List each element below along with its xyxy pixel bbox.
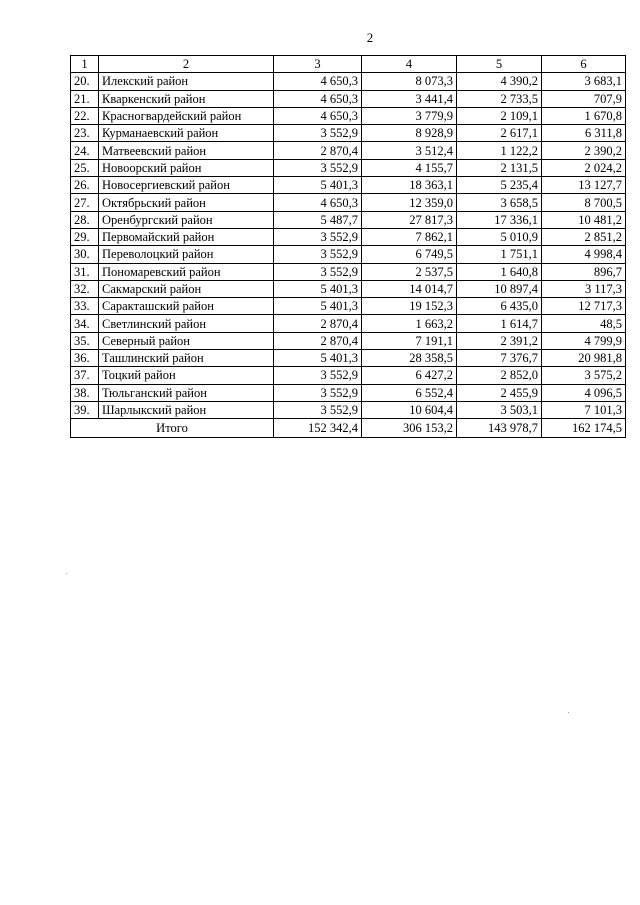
value-col-3: 3 552,9: [274, 228, 362, 245]
value-col-6: 20 981,8: [542, 350, 626, 367]
value-col-5: 7 376,7: [457, 350, 542, 367]
table-row: [71, 350, 626, 367]
table-row: [71, 280, 626, 297]
district-name: Октябрьский район: [99, 194, 274, 211]
table-row: [71, 298, 626, 315]
value-col-3: 2 870,4: [274, 315, 362, 332]
table-body: [71, 73, 626, 419]
total-col-3: 152 342,4: [274, 419, 362, 438]
table-row: [71, 367, 626, 384]
row-index: 37.: [71, 367, 99, 384]
value-col-5: 6 435,0: [457, 298, 542, 315]
row-index: 21.: [71, 90, 99, 107]
row-index: 32.: [71, 280, 99, 297]
row-index: 22.: [71, 107, 99, 124]
district-name: Тюльганский район: [99, 384, 274, 401]
district-name: Сакмарский район: [99, 280, 274, 297]
district-name: Красногвардейский район: [99, 107, 274, 124]
value-col-4: 3 441,4: [362, 90, 457, 107]
value-col-6: 3 117,3: [542, 280, 626, 297]
value-col-5: 2 852,0: [457, 367, 542, 384]
value-col-6: 13 127,7: [542, 177, 626, 194]
value-col-5: 3 658,5: [457, 194, 542, 211]
value-col-3: 4 650,3: [274, 194, 362, 211]
value-col-5: 3 503,1: [457, 401, 542, 418]
value-col-4: 6 427,2: [362, 367, 457, 384]
value-col-5: 1 640,8: [457, 263, 542, 280]
page-number: 2: [366, 30, 374, 45]
total-col-6: 162 174,5: [542, 419, 626, 438]
value-col-4: 18 363,1: [362, 177, 457, 194]
value-col-4: 12 359,0: [362, 194, 457, 211]
value-col-4: 27 817,3: [362, 211, 457, 228]
district-name: Переволоцкий район: [99, 246, 274, 263]
value-col-6: 4 799,9: [542, 332, 626, 349]
value-col-3: 4 650,3: [274, 90, 362, 107]
row-index: 20.: [71, 73, 99, 90]
row-index: 30.: [71, 246, 99, 263]
value-col-4: 28 358,5: [362, 350, 457, 367]
district-name: Илекский район: [99, 73, 274, 90]
value-col-4: 3 512,4: [362, 142, 457, 159]
district-name: Первомайский район: [99, 228, 274, 245]
value-col-4: 3 779,9: [362, 107, 457, 124]
value-col-4: 1 663,2: [362, 315, 457, 332]
table-row: [71, 90, 626, 107]
table-row: [71, 263, 626, 280]
value-col-5: 1 122,2: [457, 142, 542, 159]
district-name: Светлинский район: [99, 315, 274, 332]
row-index: 31.: [71, 263, 99, 280]
district-name: Тоцкий район: [99, 367, 274, 384]
value-col-3: 3 552,9: [274, 125, 362, 142]
value-col-5: 1 614,7: [457, 315, 542, 332]
value-col-4: 14 014,7: [362, 280, 457, 297]
table-row: [71, 384, 626, 401]
value-col-6: 10 481,2: [542, 211, 626, 228]
value-col-4: 19 152,3: [362, 298, 457, 315]
value-col-5: 5 235,4: [457, 177, 542, 194]
value-col-4: 8 928,9: [362, 125, 457, 142]
row-index: 28.: [71, 211, 99, 228]
value-col-3: 5 401,3: [274, 298, 362, 315]
district-name: Кваркенский район: [99, 90, 274, 107]
value-col-6: 896,7: [542, 263, 626, 280]
district-name: Оренбургский район: [99, 211, 274, 228]
value-col-5: 5 010,9: [457, 228, 542, 245]
row-index: 26.: [71, 177, 99, 194]
value-col-4: 7 191,1: [362, 332, 457, 349]
value-col-5: 2 733,5: [457, 90, 542, 107]
scan-speck: [66, 573, 67, 574]
row-index: 34.: [71, 315, 99, 332]
value-col-3: 5 401,3: [274, 350, 362, 367]
value-col-5: 10 897,4: [457, 280, 542, 297]
value-col-3: 2 870,4: [274, 142, 362, 159]
value-col-4: 7 862,1: [362, 228, 457, 245]
row-index: 38.: [71, 384, 99, 401]
value-col-6: 48,5: [542, 315, 626, 332]
row-index: 25.: [71, 159, 99, 176]
value-col-6: 3 575,2: [542, 367, 626, 384]
value-col-6: 4 998,4: [542, 246, 626, 263]
row-index: 23.: [71, 125, 99, 142]
table-row: [71, 194, 626, 211]
value-col-6: 2 851,2: [542, 228, 626, 245]
district-name: Саракташский район: [99, 298, 274, 315]
value-col-5: 2 617,1: [457, 125, 542, 142]
table-row: [71, 228, 626, 245]
district-name: Шарлыкский район: [99, 401, 274, 418]
value-col-6: 2 390,2: [542, 142, 626, 159]
row-index: 39.: [71, 401, 99, 418]
value-col-4: 6 749,5: [362, 246, 457, 263]
table-row: [71, 159, 626, 176]
value-col-3: 3 552,9: [274, 367, 362, 384]
table-row: [71, 332, 626, 349]
district-name: Пономаревский район: [99, 263, 274, 280]
table-row: [71, 125, 626, 142]
value-col-4: 6 552,4: [362, 384, 457, 401]
value-col-5: 2 391,2: [457, 332, 542, 349]
value-col-6: 8 700,5: [542, 194, 626, 211]
district-name: Матвеевский район: [99, 142, 274, 159]
district-name: Новосергиевский район: [99, 177, 274, 194]
value-col-3: 2 870,4: [274, 332, 362, 349]
table-row: [71, 142, 626, 159]
value-col-5: 2 109,1: [457, 107, 542, 124]
value-col-3: 4 650,3: [274, 107, 362, 124]
table-row: [71, 177, 626, 194]
value-col-5: 2 131,5: [457, 159, 542, 176]
value-col-3: 3 552,9: [274, 384, 362, 401]
row-index: 33.: [71, 298, 99, 315]
header-col-4: 4: [362, 56, 457, 73]
value-col-4: 10 604,4: [362, 401, 457, 418]
data-table: [70, 55, 626, 438]
value-col-6: 12 717,3: [542, 298, 626, 315]
value-col-6: 707,9: [542, 90, 626, 107]
district-name: Новоорский район: [99, 159, 274, 176]
scan-speck: [568, 712, 569, 713]
value-col-5: 17 336,1: [457, 211, 542, 228]
table-row: [71, 315, 626, 332]
total-col-4: 306 153,2: [362, 419, 457, 438]
header-col-6: 6: [542, 56, 626, 73]
value-col-5: 1 751,1: [457, 246, 542, 263]
header-col-2: 2: [99, 56, 274, 73]
district-name: Ташлинский район: [99, 350, 274, 367]
table-row: [71, 246, 626, 263]
value-col-5: 4 390,2: [457, 73, 542, 90]
total-col-5: 143 978,7: [457, 419, 542, 438]
total-row: [71, 419, 626, 438]
value-col-4: 2 537,5: [362, 263, 457, 280]
row-index: 36.: [71, 350, 99, 367]
value-col-3: 3 552,9: [274, 401, 362, 418]
total-label: Итого: [71, 419, 274, 438]
table-row: [71, 401, 626, 418]
table-row: [71, 107, 626, 124]
value-col-3: 5 401,3: [274, 177, 362, 194]
district-name: Курманаевский район: [99, 125, 274, 142]
value-col-3: 5 401,3: [274, 280, 362, 297]
value-col-3: 4 650,3: [274, 73, 362, 90]
value-col-4: 8 073,3: [362, 73, 457, 90]
row-index: 24.: [71, 142, 99, 159]
value-col-5: 2 455,9: [457, 384, 542, 401]
value-col-6: 2 024,2: [542, 159, 626, 176]
value-col-4: 4 155,7: [362, 159, 457, 176]
value-col-6: 4 096,5: [542, 384, 626, 401]
table-row: [71, 73, 626, 90]
row-index: 27.: [71, 194, 99, 211]
value-col-3: 3 552,9: [274, 263, 362, 280]
value-col-6: 7 101,3: [542, 401, 626, 418]
value-col-3: 5 487,7: [274, 211, 362, 228]
table-row: [71, 211, 626, 228]
value-col-6: 1 670,8: [542, 107, 626, 124]
value-col-6: 6 311,8: [542, 125, 626, 142]
value-col-3: 3 552,9: [274, 159, 362, 176]
header-col-3: 3: [274, 56, 362, 73]
value-col-3: 3 552,9: [274, 246, 362, 263]
row-index: 29.: [71, 228, 99, 245]
header-row: [71, 56, 626, 73]
value-col-6: 3 683,1: [542, 73, 626, 90]
district-name: Северный район: [99, 332, 274, 349]
header-col-5: 5: [457, 56, 542, 73]
row-index: 35.: [71, 332, 99, 349]
header-col-1: 1: [71, 56, 99, 73]
